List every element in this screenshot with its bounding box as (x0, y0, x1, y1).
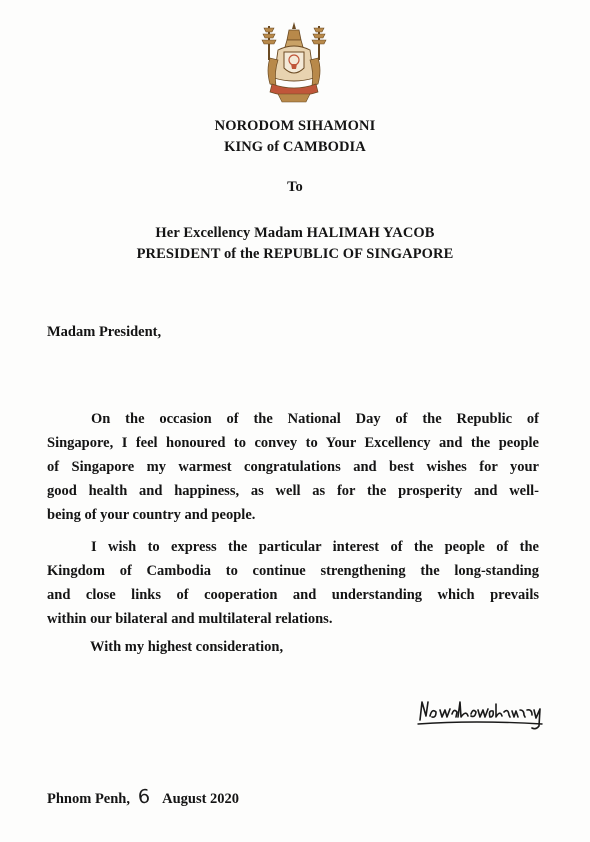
paragraph-2-line: I wish to express the particular interest of the people of the (91, 539, 539, 555)
paragraph-1-line: of Singapore my warmest congratulations and best wishes for your (47, 459, 539, 475)
sender-name: NORODOM SIHAMONI (214, 118, 376, 134)
recipient-line-1: Her Excellency Madam HALIMAH YACOB (155, 225, 435, 241)
month-year: August 2020 (162, 791, 240, 807)
paragraph-2 (47, 535, 539, 631)
salutation: Madam President, (47, 324, 162, 340)
paragraph-2-line: and close links of cooperation and understanding which prevails (47, 587, 539, 603)
recipient-line-2: PRESIDENT of the REPUBLIC OF SINGAPORE (136, 246, 454, 262)
paragraph-1-line: good health and happiness, as well as for the prosperity and well- (47, 483, 539, 499)
closing: With my highest consideration, (90, 639, 284, 655)
date-line (47, 787, 239, 810)
place: Phnom Penh, (47, 791, 130, 807)
handwritten-signature (414, 690, 554, 734)
paragraph-1 (47, 407, 539, 527)
paragraph-1-line: being of your country and people. (47, 507, 256, 523)
royal-coat-of-arms-icon (256, 20, 332, 104)
paragraph-2-line: within our bilateral and multilateral relations. (47, 611, 333, 627)
sender-block (0, 116, 590, 158)
recipient-block (0, 223, 590, 265)
paragraph-2-line: Kingdom of Cambodia to continue strengthening the long-standing (47, 563, 539, 579)
paragraph-1-line: Singapore, I feel honoured to convey to Your Excellency and the people (47, 435, 539, 451)
sender-title: KING of CAMBODIA (224, 139, 366, 155)
handwritten-day: 6 (137, 785, 151, 809)
to-label: To (287, 179, 303, 195)
paragraph-1-line: On the occasion of the National Day of the Republic of (91, 411, 539, 427)
